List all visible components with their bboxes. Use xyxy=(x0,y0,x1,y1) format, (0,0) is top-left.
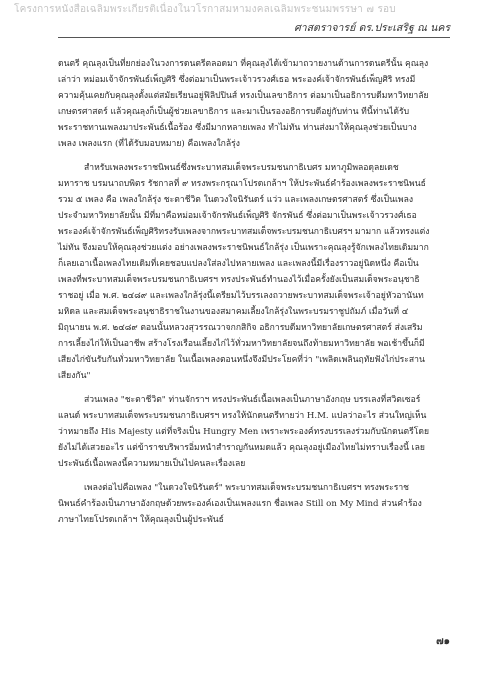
paragraph: ส่วนเพลง "ชะตาชีวิต" ท่านจักราฯ ทรงประพันธ์เนื้อเพลงเป็นภาษาอังกฤษ บรรเลงที่สวิตเซอร์แลนด์ พระบาทสมเด็จพระบรมชนกาธิเบศรฯ ทรงให้นักดนตรีทายว่า H.M. แปลว่าอะไร ส่วนใหญ่เห็นว่าหมายถึง His Majesty แต่ที่จริงเป็น Hungry Men เพราะพระองค์ทรงบรรเลงร่วมกับนักดนตรีโดยยังไม่ได้เสวยอะไร แต่ข้าราชบริพารอิ่มหนำสำราญกันหมดแล้ว คุณลุงอยู่เมืองไทยไม่ทราบเรื่องนี้ เลยประพันธ์เนื้อเพลงนี้ความหมายเป็นไปคนละเรื่องเลย xyxy=(58,395,429,469)
paragraph: สำหรับเพลงพระราชนิพนธ์ซึ่งพระบาทสมเด็จพระบรมชนกาธิเบศร มหาภูมิพลอดุลยเดชมหาราช บรมนาถบพิตร รัชกาลที่ ๙ ทรงพระกรุณาโปรดเกล้าฯ ให้ประพันธ์คำร้องเพลงพระราชนิพนธ์รวม ๕ เพลง คือ เพลงใกล้รุ่ง ชะตาชีวิต ในดวงใจนิรันดร์ แว่ว และเพลงเกษตรศาสตร์ ซึ่งเป็นเพลงประจำมหาวิทยาลัยนั้น มีที่มาคือหม่อมเจ้าจักรพันธ์เพ็ญศิริ จักรพันธ์ ซึ่งต่อมาเป็นพระเจ้าวรวงศ์เธอ พระองค์เจ้าจักรพันธ์เพ็ญศิริทรงรับเพลงจากพระบาทสมเด็จพระบรมชนกาธิเบศรฯ มามาก แล้วทรงแต่งไม่ทัน จึงมอบให้คุณลุงช่วยแต่ง อย่างเพลงพระราชนิพนธ์ใกล้รุ่ง เป็นเพราะคุณลุงรู้จักเพลงไทยเดิมมาก ก็เลยเอาเนื้อเพลงไทยเดิมที่เคยชอบแปลงใส่ลงไปหลายเพลง และเพลงนี้มีเรื่องราวอยู่นิดหนึ่ง คือเป็นเพลงที่พระบาทสมเด็จพระบรมชนกาธิเบศรฯ ทรงประพันธ์ทำนองไว้เมื่อครั้งยังเป็นสมเด็จพระอนุชาธิราชอยู่ เมื่อ พ.ศ. ๒๔๘๙ และเพลงใกล้รุ่งนี้เตรียมไว้บรรเลงถวายพระบาทสมเด็จพระเจ้าอยู่หัวอานันทมหิดล และสมเด็จพระอนุชาธิราชในงานของสมาคมเลี้ยงใกล้รุ่งในพระบรมราชูปถัมภ์ เมื่อวันที่ ๔ มิถุนายน พ.ศ. ๒๔๘๙ ตอนนั้นหลวงสุวรรณวาจกกสิกิจ อธิการบดีมหาวิทยาลัยเกษตรศาสตร์ ส่งเสริมการเลี้ยงไก่ให้เป็นอาชีพ สร้างโรงเรือนเลี้ยงไก่ไว้ทั่วมหาวิทยาลัยจนถึงท้ายมหาวิทยาลัย พอเช้าขึ้นก็มีเสียงไก่ขันรับกันทั่วมหาวิทยาลัย ในเนื้อเพลงตอนหนึ่งจึงมีประโยคที่ว่า "เพลิดเพลินฤทัยฟังไก่ประสานเสียงกัน" xyxy=(58,163,430,381)
header-rule xyxy=(58,37,450,38)
body-text xyxy=(58,56,430,528)
page-number: ๗๑ xyxy=(436,636,450,647)
paragraph: เพลงต่อไปคือเพลง "ในดวงใจนิรันดร์" พระบาทสมเด็จพระบรมชนกาธิเบศรฯ ทรงพระราชนิพนธ์คำร้องเป็นภาษาอังกฤษด้วยพระองค์เองเป็นเพลงแรก ชื่อเพลง Still on My Mind ส่วนคำร้องภาษาไทยโปรดเกล้าฯ ให้คุณลุงเป็นผู้ประพันธ์ xyxy=(58,483,422,525)
paragraph: ดนตรี คุณลุงเป็นที่ยกย่องในวงการดนตรีตลอดมา ที่คุณลุงได้เข้ามาถวายงานด้านการดนตรีนั้น คุณลุงเล่าว่า หม่อมเจ้าจักรพันธ์เพ็ญศิริ ซึ่งต่อมาเป็นพระเจ้าวรวงศ์เธอ พระองค์เจ้าจักรพันธ์เพ็ญศิริ ทรงมีความคุ้นเคยกับคุณลุงตั้งแต่สมัยเรียนอยู่ฟิลิปปินส์ ทรงเป็นเลขาธิการ ต่อมาเป็นอธิการบดีมหาวิทยาลัยเกษตรศาสตร์ แล้วคุณลุงก็เป็นผู้ช่วยเลขาธิการ และมาเป็นรองอธิการบดีอยู่กับท่าน ทีนี้ท่านได้รับพระราชทานเพลงมาประพันธ์เนื้อร้อง ซึ่งมีมากหลายเพลง ทำไม่ทัน ท่านส่งมาให้คุณลุงช่วยเป็นบางเพลง เพลงแรก (ที่ได้รับมอบหมาย) คือเพลงใกล้รุ่ง xyxy=(58,59,429,149)
watermark-header: โครงการหนังสือเฉลิมพระเกียรติเนื่องในวโรกาสมหามงคลเฉลิมพระชนมพรรษา ๗ รอบ xyxy=(14,4,396,15)
running-head: ศาสตราจารย์ ดร.ประเสริฐ ณ นคร xyxy=(294,22,450,34)
